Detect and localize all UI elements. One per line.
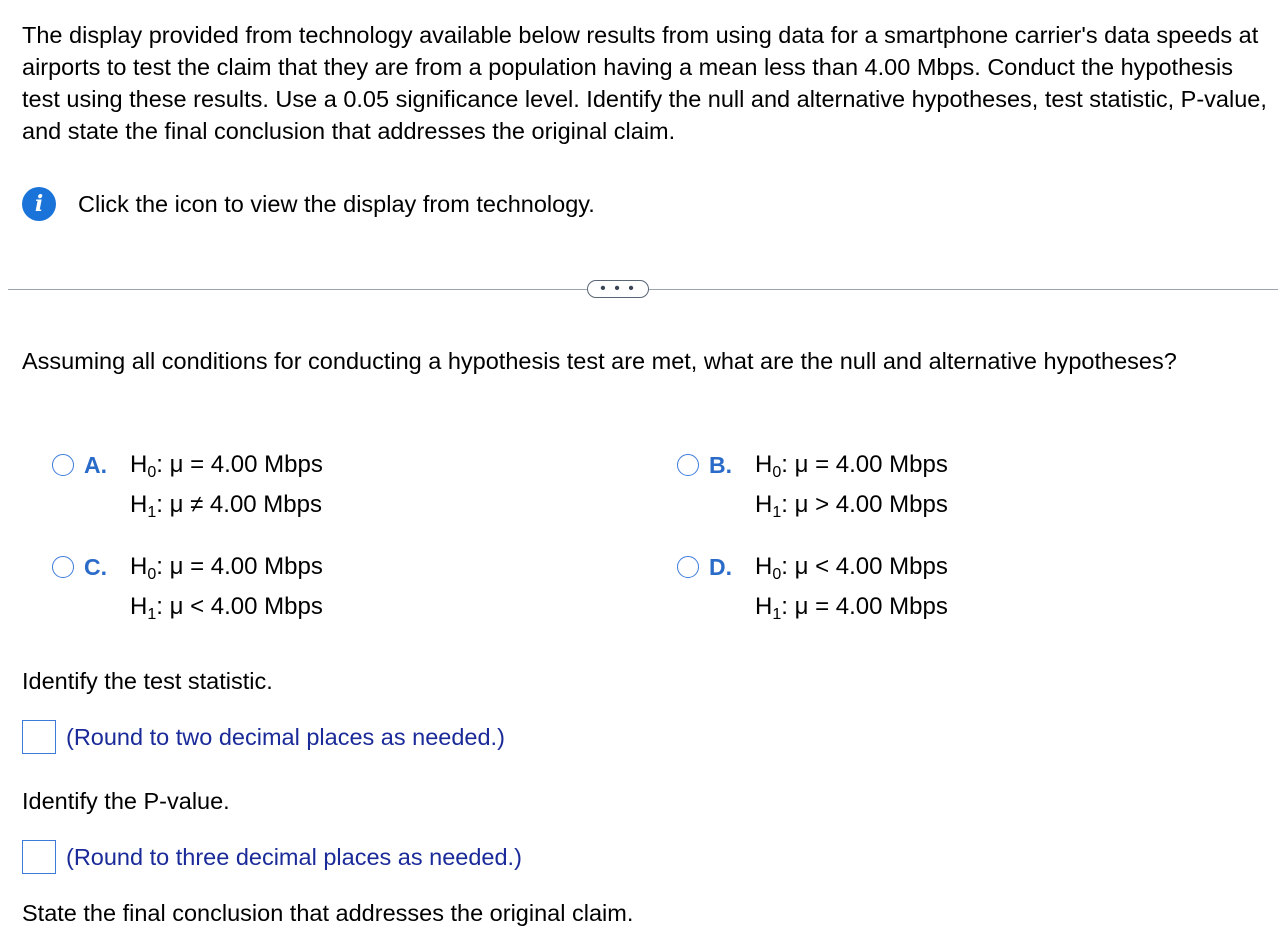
- alt-hypothesis: $H_1$: μ > 4.00 Mbps: [755, 491, 948, 521]
- null-hypothesis: $H_0$: μ < 4.00 Mbps: [755, 553, 948, 583]
- hypotheses-b: [755, 445, 948, 525]
- radio-option-c[interactable]: [52, 556, 74, 578]
- radio-option-d[interactable]: [677, 556, 699, 578]
- alt-hypothesis: $H_1$: μ < 4.00 Mbps: [130, 593, 323, 623]
- test-statistic-hint: (Round to two decimal places as needed.): [66, 723, 505, 750]
- hypotheses-d: [755, 547, 948, 627]
- null-hypothesis: $H_0$: μ = 4.00 Mbps: [130, 451, 323, 481]
- info-text: Click the icon to view the display from technology.: [78, 190, 595, 217]
- hypotheses-c: [130, 547, 323, 627]
- expand-more-button[interactable]: • • •: [587, 280, 649, 298]
- option-b[interactable]: [677, 448, 948, 525]
- radio-option-b[interactable]: [677, 454, 699, 476]
- option-a[interactable]: [52, 448, 323, 525]
- alt-hypothesis: $H_1$: μ ≠ 4.00 Mbps: [130, 491, 322, 521]
- question-text: Assuming all conditions for conducting a hypothesis test are met, what are the null and alternative hypotheses?: [22, 348, 1177, 374]
- option-letter: B.: [709, 452, 732, 478]
- null-hypothesis: $H_0$: μ = 4.00 Mbps: [130, 553, 323, 583]
- alt-hypothesis: $H_1$: μ = 4.00 Mbps: [755, 593, 948, 623]
- p-value-input[interactable]: [22, 840, 56, 874]
- p-value-row: [22, 840, 522, 874]
- option-letter: C.: [84, 554, 107, 580]
- conclusion-prompt: State the final conclusion that addresses the original claim.: [22, 900, 634, 926]
- problem-statement: The display provided from technology available below results from using data for a smartphone carrier's data speeds at airports to test the claim that they are from a population having a mean less than 4.00 Mbps. Conduct the hypothesis test using these results. Use a 0.05 significance level. Identify the null and alternative hypotheses, test statistic, P-value, and state the final conclusion that addresses the original claim.: [22, 22, 1267, 144]
- hypotheses-a: [130, 445, 323, 525]
- option-c[interactable]: [52, 550, 323, 627]
- info-row: [22, 187, 595, 221]
- radio-option-a[interactable]: [52, 454, 74, 476]
- p-value-hint: (Round to three decimal places as needed.): [66, 843, 522, 870]
- info-icon[interactable]: i: [22, 187, 56, 221]
- test-statistic-input[interactable]: [22, 720, 56, 754]
- p-value-label: Identify the P-value.: [22, 788, 230, 814]
- test-statistic-label: Identify the test statistic.: [22, 668, 273, 694]
- option-letter: D.: [709, 554, 732, 580]
- null-hypothesis: $H_0$: μ = 4.00 Mbps: [755, 451, 948, 481]
- option-letter: A.: [84, 452, 107, 478]
- test-statistic-row: [22, 720, 505, 754]
- option-d[interactable]: [677, 550, 948, 627]
